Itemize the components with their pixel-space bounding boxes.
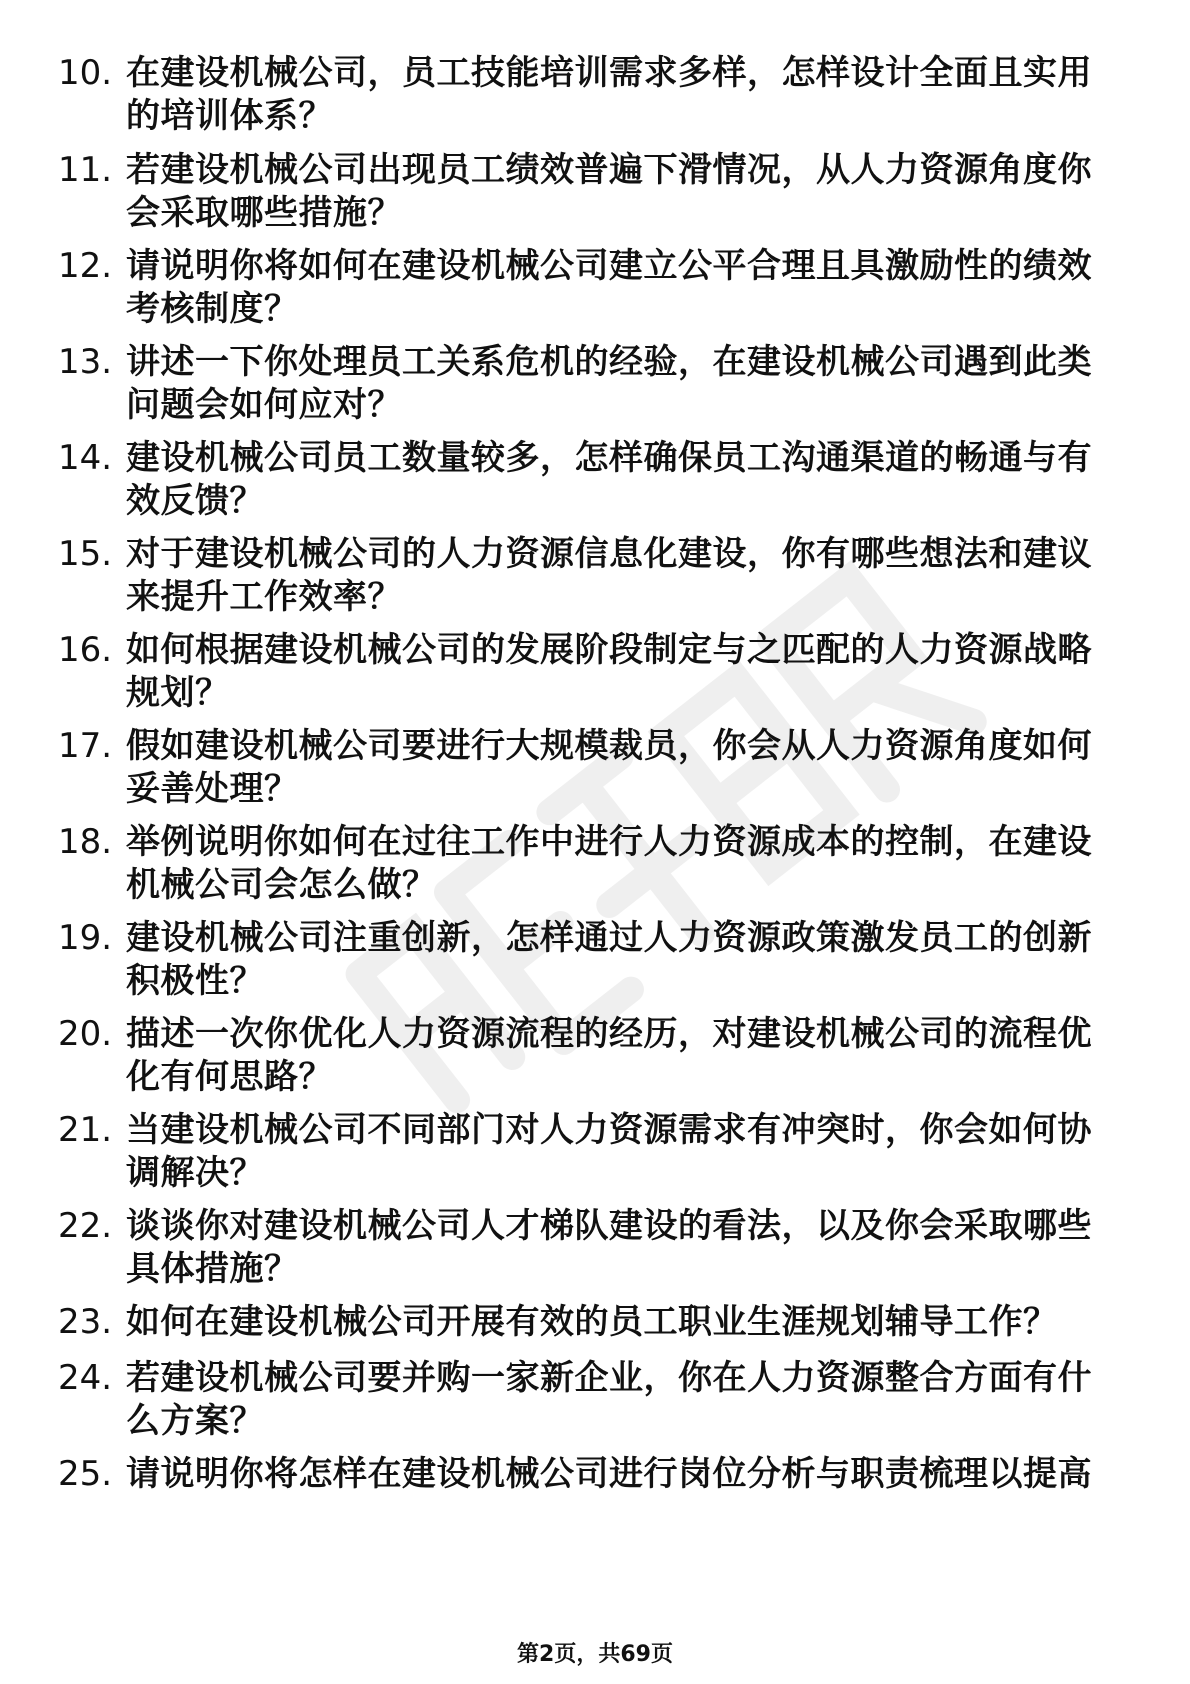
question-number: 13. [58,342,113,382]
question-number: 18. [58,822,113,862]
question-number: 16. [58,630,113,670]
question-text: 如何根据建设机械公司的发展阶段制定与之匹配的人力资源战略规划？ [126,630,1092,713]
question-text: 若建设机械公司出现员工绩效普遍下滑情况，从人力资源角度你会采取哪些措施？ [126,150,1092,233]
question-text: 当建设机械公司不同部门对人力资源需求有冲突时，你会如何协调解决？ [126,1110,1092,1193]
question-text: 在建设机械公司，员工技能培训需求多样，怎样设计全面且实用的培训体系？ [126,53,1092,136]
question-text: 请说明你将如何在建设机械公司建立公平合理且具激励性的绩效考核制度？ [126,246,1092,329]
page-footer [0,1637,1190,1668]
question-number: 23. [58,1302,113,1342]
question-number: 24. [58,1358,113,1398]
question-text: 举例说明你如何在过往工作中进行人力资源成本的控制，在建设机械公司会怎么做？ [126,822,1092,905]
question-text: 谈谈你对建设机械公司人才梯队建设的看法，以及你会采取哪些具体措施？ [126,1206,1092,1289]
question-number: 17. [58,726,113,766]
question-number: 10. [58,53,113,93]
question-number: 20. [58,1014,113,1054]
question-number: 22. [58,1206,113,1246]
question-text: 建设机械公司员工数量较多，怎样确保员工沟通渠道的畅通与有效反馈？ [126,438,1092,521]
question-number: 14. [58,438,113,478]
question-text: 描述一次你优化人力资源流程的经历，对建设机械公司的流程优化有何思路？ [126,1014,1092,1097]
question-text: 建设机械公司注重创新，怎样通过人力资源政策激发员工的创新积极性？ [126,918,1092,1001]
question-number: 12. [58,246,113,286]
question-text: 讲述一下你处理员工关系危机的经验，在建设机械公司遇到此类问题会如何应对？ [126,342,1092,425]
question-number: 25. [58,1454,113,1494]
question-text: 请说明你将怎样在建设机械公司进行岗位分析与职责梳理以提高 [126,1454,1092,1494]
question-number: 19. [58,918,113,958]
question-text: 对于建设机械公司的人力资源信息化建设，你有哪些想法和建议来提升工作效率？ [126,534,1092,617]
question-number: 11. [58,150,113,190]
question-number: 15. [58,534,113,574]
question-text: 若建设机械公司要并购一家新企业，你在人力资源整合方面有什么方案？ [126,1358,1092,1441]
question-number: 21. [58,1110,113,1150]
question-text: 假如建设机械公司要进行大规模裁员，你会从人力资源角度如何妥善处理？ [126,726,1092,809]
page-number-label: 第2页，共69页 [517,1642,673,1667]
question-text: 如何在建设机械公司开展有效的员工职业生涯规划辅导工作？ [126,1302,1058,1342]
